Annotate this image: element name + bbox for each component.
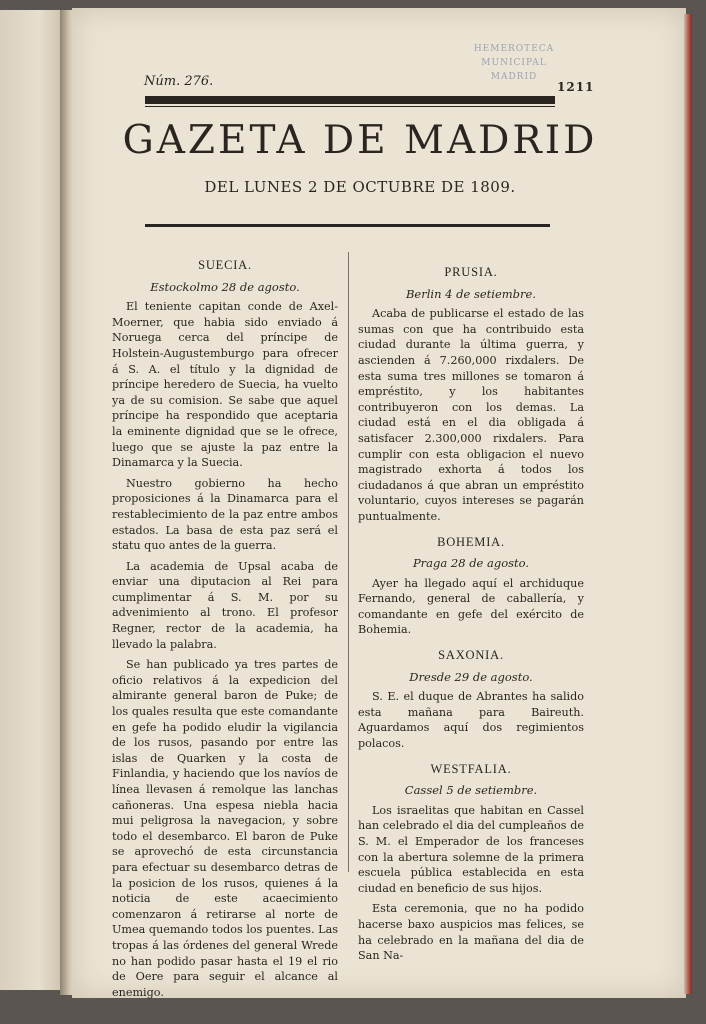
paragraph: S. E. el duque de Abrantes ha salido esta mañana para Baireuth. Aguardamos aquí dos regimientos polacos.	[358, 690, 584, 751]
left-page-edge	[0, 10, 66, 990]
dateline-praga: Praga 28 de agosto.	[412, 556, 530, 571]
header-rule-thick	[145, 96, 555, 104]
issue-number: Núm. 276.	[144, 74, 214, 89]
page-number: 1211	[557, 80, 595, 94]
dateline-dresde: Dresde 29 de agosto.	[409, 669, 533, 684]
masthead-title: GAZETA DE MADRID	[122, 118, 598, 163]
paragraph: Se han publicado ya tres partes de oficio relativos á la expedicion del almirante general baron de Puke; de los quales resulta que este comandante en gefe ha podido eludir la vigilancia de los rusos, pasando por entre las islas de Quarken y la costa de Finlandia, y haciendo que los navíos de línea llevasen á remolque las lanchas cañoneras. Una espesa niebla hacia mui peligrosa la navegacion, y sobre todo el desembarco. El baron de Puke se aprovechó de esta circunstancia para efectuar su desembarco detras de la posicion de los rusos, quienes á la noticia de este acaecimiento comenzaron á retirarse al norte de Umea quemando todos los puentes. Las tropas á las órdenes del general Wrede no han podido pasar hasta el 19 el rio de Oere para seguir el alcance al enemigo.	[112, 658, 338, 999]
paragraph: Nuestro gobierno ha hecho proposiciones á la Dinamarca para el restablecimiento de la paz entre ambos estados. La basa de esta paz será el statu quo antes de la guerra.	[112, 476, 338, 553]
paragraph: Los israelitas que habitan en Cassel han celebrado el dia del cumpleaños de S. M. el Emperador de los franceses con la abertura solemne de la primera escuela pública establecida en esta ciudad en beneficio de sus hijos.	[358, 803, 584, 895]
header-rule-thin	[145, 106, 555, 107]
section-heading-westfalia: WESTFALIA.	[430, 761, 512, 776]
paragraph: Ayer ha llegado aquí el archiduque Fernando, general de caballería, y comandante en gefe del exército de Bohemia.	[358, 576, 584, 637]
paragraph: El teniente capitan conde de Axel-Moerner, que habia sido enviado á Noruega cerca del príncipe de Holstein-Augustemburgo para ofrecer á S. A. el título y la dignidad de príncipe heredero de Suecia, ha vuelto ya de su comision. Se sabe que aquel príncipe ha respondido que aceptaria la eminente dignidad que se le ofrece, luego que se ajuste la paz entre la Dinamarca y la Suecia.	[112, 300, 338, 470]
dateline-estockolmo: Estockolmo 28 de agosto.	[150, 279, 300, 294]
stamp-line-3: MADRID	[490, 72, 538, 82]
dateline-cassel: Cassel 5 de setiembre.	[404, 783, 538, 798]
dateline-berlin: Berlin 4 de setiembre.	[405, 286, 536, 301]
section-heading-prusia: PRUSIA.	[444, 265, 498, 279]
column-divider	[348, 252, 349, 872]
stamp-line-2: MUNICIPAL	[481, 58, 547, 68]
paragraph: Acaba de publicarse el estado de las sumas con que ha contribuido esta ciudad durante la última guerra, y ascienden á 7.260,000 rixdalers. De esta suma tres millones se tomaron á empréstito, y los habitantes contribuyeron con los demas. La ciudad está en el dia obligada á satisfacer 2.300,000 rixdalers. Para cumplir con esta obligacion el nuevo magistrado exhorta á todos los ciudadanos á que abran un empréstito voluntario, cuyos intereses se pagarán puntualmente.	[358, 307, 584, 523]
stamp-line-1: HEMEROTECA	[473, 44, 555, 54]
paragraph: Esta ceremonia, que no ha podido hacerse baxo auspicios mas felices, se ha celebrado en la mañana del dia de San Na-	[358, 902, 584, 963]
left-column	[112, 258, 338, 1005]
masthead-rule	[145, 224, 550, 227]
section-heading-suecia: SUECIA.	[198, 258, 252, 272]
right-column	[358, 265, 584, 969]
page-edge	[684, 14, 692, 994]
section-heading-bohemia: BOHEMIA.	[437, 534, 505, 549]
dateline: DEL LUNES 2 DE OCTUBRE DE 1809.	[204, 178, 516, 196]
section-heading-saxonia: SAXONIA.	[438, 648, 504, 663]
paragraph: La academia de Upsal acaba de enviar una diputacion al Rei para cumplimentar á S. M. por su advenimiento al trono. El profesor Regner, rector de la academia, ha llevado la palabra.	[112, 559, 338, 651]
